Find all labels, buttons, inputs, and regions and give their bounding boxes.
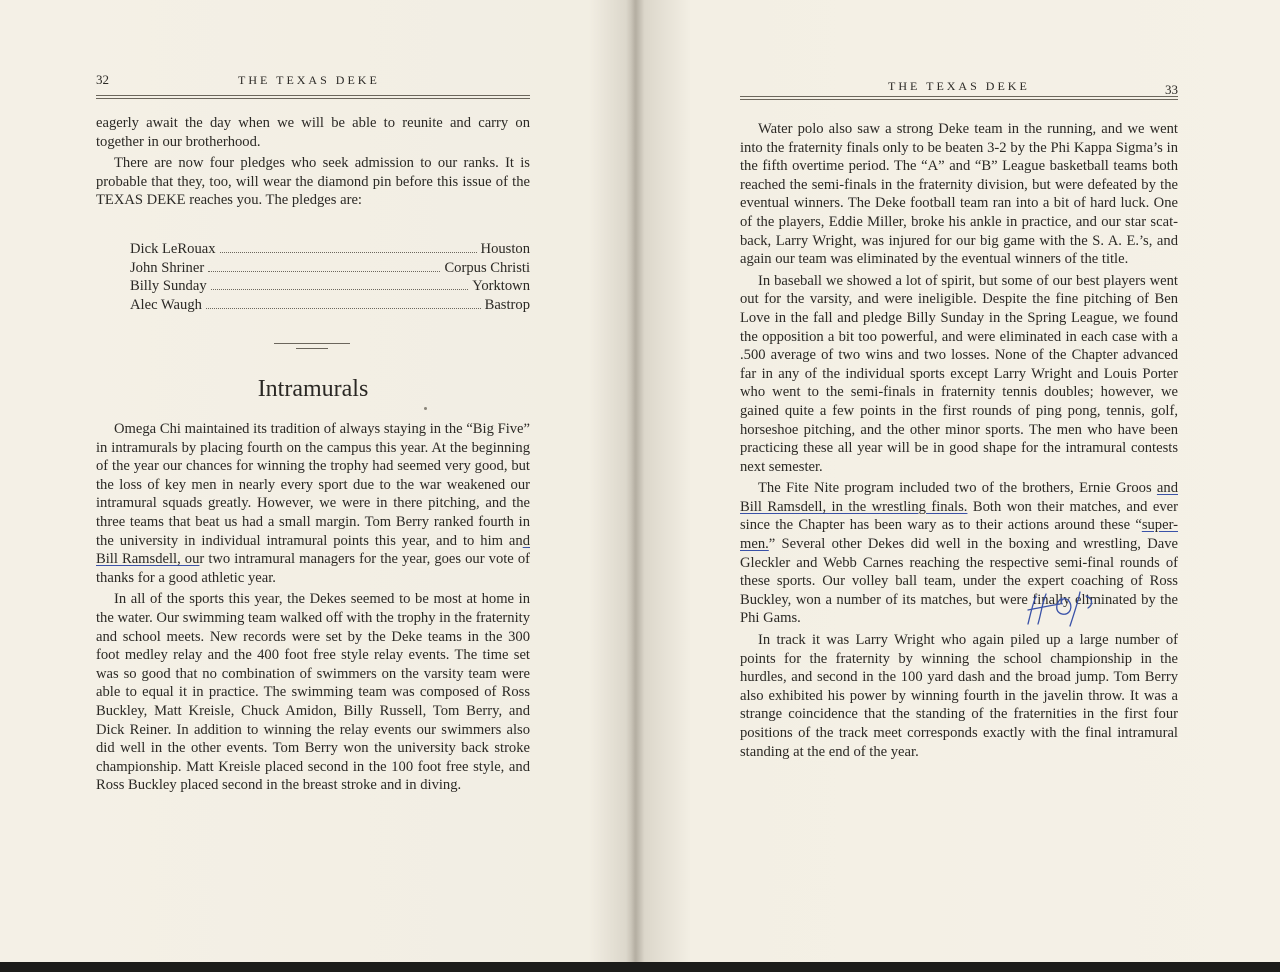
header-rule (96, 98, 530, 99)
paragraph: Water polo also saw a strong Deke team in the running, and we went into the fraternity finals only to be beaten 3-2 by the Phi Kappa Sigma’s in the fifth overtime period. The “A” and “B” League basketball teams both reached the semi-finals in the fraternity division, but were defeated by the eventual winners. The Deke football team ran into a bit of hard luck. One of the players, Eddie Miller, broke his ankle in practice, and our star scat-back, Larry Wright, was injured for our big game with the S. A. E.’s, and again our team was eliminated by the eventual winners of the title. (740, 121, 1178, 268)
pledge-row (130, 240, 530, 259)
leader-dots (220, 252, 477, 253)
paragraph: eagerly await the day when we will be able to reunite and carry on together in our brotherhood. (96, 115, 530, 150)
leader-dots (208, 271, 440, 272)
page-number-left: 32 (96, 72, 109, 87)
pledge-list (130, 240, 530, 314)
paragraph: In all of the sports this year, the Dekes seemed to be most at home in the water. Our swimming team walked off with the trophy in the fraternity and school meets. New records were set by the Deke teams in the 300 foot medley relay and the 400 foot free style relay events. The time set was so good that no combination of swimmers on the varsity team were able to equal it in practice. The swimming team was composed of Ross Buckley, Matt Kreisle, Chuck Amidon, Billy Russell, Tom Berry, and Dick Reiner. In addition to winning the relay events our swimmers also did well in the other events. Tom Berry won the university back stroke championship. Matt Kreisle placed second in the 100 foot free style, and Ross Buckley placed second in the breast stroke and in diving. (96, 591, 530, 794)
pen-underline: super-men. (740, 517, 1178, 553)
pledge-city: Yorktown (472, 278, 530, 295)
left-page (96, 0, 530, 962)
pen-underline: d Bill Ramsdell, ou (96, 532, 530, 568)
ink-speck (424, 407, 427, 410)
pledge-row (130, 296, 530, 315)
running-head-title-right: THE TEXAS DEKE (888, 79, 1030, 93)
ornament-line (296, 348, 328, 349)
pledge-name: John Shriner (130, 259, 205, 276)
pledge-name: Billy Sunday (130, 278, 207, 295)
paragraph: In track it was Larry Wright who again piled up a large number of points for the fraternity by winning the school championship in the hurdles, and second in the 100 yard dash and the broad jump. Tom Berry also exhibited his power by winning fourth in the javelin throw. It was a strange coincidence that the standing of the fraternities in the first four positions of the track meet corresponds exactly with the final intramural standing at the end of the year. (740, 632, 1178, 760)
leader-dots (206, 308, 481, 309)
running-head-title-left: THE TEXAS DEKE (238, 73, 380, 87)
intramurals-text (96, 420, 530, 798)
section-ornament (274, 343, 350, 351)
gutter-shadow (626, 0, 644, 962)
running-head-right (740, 72, 1178, 97)
text-run: Both won their matches, and ever since the Chapter has been wary as to their actions around these “ (740, 498, 1179, 534)
paragraph (740, 479, 1178, 628)
pledge-name: Dick LeRouax (130, 241, 216, 257)
text-run: The Fite Nite program included two of the brothers, Ernie Groos (758, 480, 1157, 497)
pledge-row (130, 277, 530, 296)
header-rule (96, 95, 530, 96)
pledge-city: Houston (480, 241, 530, 257)
intro-text (96, 114, 530, 213)
text-run: Omega Chi maintained its tradition of always staying in the “Big Five” in intramurals by placing fourth on the campus this year. At the beginning of the year our chances for winning the trophy had seemed very good, but the loss of key men in nearly every sport due to the war weakened our intramural squads greatly. However, we were in there pitching, and the three teams that beat us had a small margin. Tom Berry ranked fourth in the university in individual intramural points this year, and to him an (96, 421, 530, 549)
pledge-city: Corpus Christi (444, 259, 530, 276)
right-page (740, 0, 1178, 962)
running-head-left (96, 72, 530, 92)
page-number-right: 33 (1165, 82, 1178, 97)
paragraph: There are now four pledges who seek admission to our ranks. It is probable that they, too, will wear the diamond pin before this issue of the TEXAS DEKE reaches you. The pledges are: (96, 155, 530, 209)
paragraph: In baseball we showed a lot of spirit, but some of our best players went out for the varsity, and were ineligible. Despite the fine pitching of Ben Love in the fall and pledge Billy Sunday in the Spring League, we found the opposition a bit too powerful, and were eliminated in each case with a .500 average of two wins and two losses. None of the Chapter advanced far in any of the individual sports except Larry Wright and Louis Porter who went to the semi-finals in fraternity tennis doubles; however, we gained quite a few points in the first rounds of ping pong, tennis, golf, horseshoe pitching, and the other minor sports. The men who have been practicing these all year will be in good shape for the intramural contests next semester. (740, 272, 1178, 475)
text-run: ” Several other Dekes did well in the boxing and wrestling, Dave Gleckler and Webb Carnes reaching the respective semi-final rounds of these sports. Our volley ball team, under the expert coaching of Ross Buckley, won a number of its matches, but were finally eliminated by the Phi Gams. (740, 536, 1178, 627)
text-run: r two intramural managers for the year, goes our vote of thanks for a good athletic year. (96, 551, 531, 586)
header-rule (740, 99, 1178, 100)
pledge-row (130, 259, 530, 278)
pen-underline: and Bill Ramsdell, in the wrestling finals. (740, 480, 1178, 515)
paragraph (96, 420, 530, 587)
pledge-name: Alec Waugh (130, 296, 202, 313)
leader-dots (211, 289, 469, 290)
section-title: Intramurals (257, 376, 369, 402)
intramurals-text-continued (740, 120, 1178, 764)
pledge-city: Bastrop (484, 296, 530, 313)
header-rule (740, 96, 1178, 97)
ornament-line (274, 343, 350, 344)
